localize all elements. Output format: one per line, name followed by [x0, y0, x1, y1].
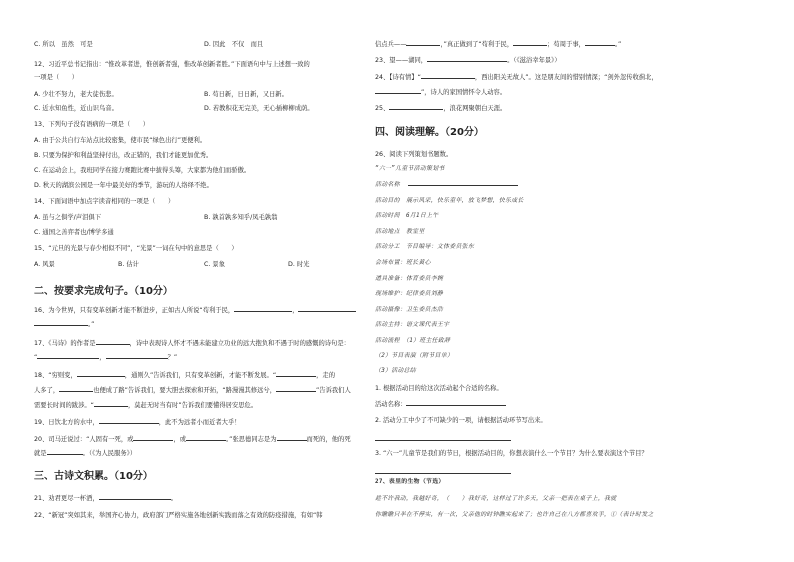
plan-line-name	[375, 183, 518, 189]
plan-line: （3）活动总结	[375, 368, 416, 374]
q24-text-2: ，西出阳关无故人”。这是朋友间的惜别情深；“剑外忽传收蓟北，	[474, 74, 658, 81]
q22-cont-text-2: ，”真正做到了“苟利于民，	[440, 41, 514, 48]
plan-line: 活动地点 教室里	[375, 229, 425, 235]
q11-option-d: D. 因此 不仅 而且	[204, 41, 264, 48]
activity-name-blank[interactable]	[406, 405, 506, 406]
q16-blank-1[interactable]	[234, 311, 292, 312]
plan-line: （2）节目表演（附节目单）	[375, 353, 454, 359]
plan-line: 活动主持：语文课代表王宇	[375, 322, 450, 328]
plan-name-label: 活动名称	[375, 182, 400, 188]
q22-stem: 22、“新冠”突如其来，举国齐心协力，政府部门严格实施各地创新实践而落之有效的防疫措施，有如“韩	[34, 512, 323, 519]
q25-text: 25、	[375, 105, 390, 112]
q24-blank-1[interactable]	[421, 78, 475, 79]
q12-option-a: A. 少壮不努力，老大徒伤悲。	[34, 91, 118, 98]
plan-line: 现场维护：纪律委员刘静	[375, 291, 444, 297]
q20-text-1: 20、司马迁说过：“人固有一死，或	[34, 436, 134, 443]
q14-stem: 14、下面词语中加点字读音相同的一项是（ ）	[34, 198, 175, 205]
q14-option-c: C. 通国之善弈者也/博学多通	[34, 229, 114, 236]
q18-text-2: ，通则久”告诉我们，只有变革创新，才能不断发展。“	[124, 372, 277, 379]
q18-text-1: 18、“穷则变，	[34, 372, 77, 379]
q18-line-1	[34, 373, 335, 379]
q13-stem: 13、下列句子没有语病的一项是（ ）	[34, 121, 150, 128]
q18-line-3	[34, 403, 257, 409]
q20-line-2	[34, 451, 136, 457]
q27-text-line-1: 趁不许我动，我越好奇，（ ）我好奇，这样过了许多天，父亲一把表在桌子上，我就	[375, 496, 617, 502]
q25-text-2: ，浪花网聚朝白天涯。	[443, 105, 507, 112]
q22-cont-text-4: 。”	[614, 41, 622, 48]
q18-text-5: 也便成了路”告诉我们，要大胆去探索和开拓，“路漫漫其修远兮，	[93, 387, 277, 394]
q21-stem	[34, 496, 177, 502]
plan-name-blank[interactable]	[408, 185, 518, 186]
activity-name-label: 活动名称：	[375, 401, 407, 408]
q21-blank[interactable]	[99, 499, 171, 500]
plan-line: 道具准备：体育委员李婉	[375, 276, 444, 282]
q24-text-3: ”，诗人的家国情怀令人动容。	[421, 89, 507, 96]
q19-blank[interactable]	[99, 423, 159, 424]
q16-end: 。”	[88, 321, 95, 328]
q21-text: 21、劝君更尽一杯酒，	[34, 495, 99, 502]
plan-line: 活动目的 展示风采，快乐童年，放飞梦想，快乐成长	[375, 198, 524, 204]
q20-text-6: 。（《为人民服务》）	[82, 450, 137, 457]
q17-cont: “ ， ？”	[34, 354, 178, 361]
q17-blank-line-1[interactable]	[37, 358, 99, 359]
q12-option-d: D. 若教积花无完美，无心插柳柳成荫。	[204, 105, 314, 112]
q18-blank-5[interactable]	[94, 406, 128, 407]
q20-blank-1[interactable]	[133, 440, 173, 441]
q18-text-7: 需要长时间的跋涉。“	[34, 402, 94, 409]
q22-blank-2[interactable]	[513, 45, 547, 46]
q26-sub-1: 1. 根据活动目的给这次活动起个合适的名称。	[375, 385, 503, 392]
q22-cont-text-3: ；苟周于事，	[547, 41, 585, 48]
q26-sub-2: 2. 活动分工中少了不可缺少的一项，请根据活动环节写出来。	[375, 417, 547, 424]
q17-blank-author[interactable]	[96, 344, 130, 345]
q27-title: 27、表里的生物（节选）	[375, 479, 445, 485]
plan-line: 会场布置：班长黄心	[375, 260, 431, 266]
q17-text-2: ，诗中表现诗人怀才不遇未能建立功业的远大抱负和不遇于时的感慨的诗句是：	[129, 340, 350, 347]
q26-sub-3-answer-line[interactable]	[375, 473, 511, 474]
q12-option-b: B. 苟日新，日日新，又日新。	[204, 91, 288, 98]
section-4-heading: 四、阅读理解。（20分）	[375, 127, 484, 138]
q22-blank-1[interactable]	[406, 45, 440, 46]
q22-cont	[375, 42, 621, 48]
q15-option-c: C. 景象	[204, 261, 225, 268]
q26-stem: 26、阅读下列策划书题数。	[375, 151, 453, 158]
q13-option-b: B. 只要为保护和利益坚持付出，改正错的，我们才能更加优秀。	[34, 152, 213, 159]
q26-sub-1-answer	[375, 402, 506, 408]
q18-line-2	[34, 388, 351, 394]
q17-stem	[34, 341, 350, 347]
q16-blank-2[interactable]	[298, 311, 356, 312]
q15-stem: 15、“元旦的光景与春少相似不同”，“光景”一词在句中的意思是（ ）	[34, 245, 238, 252]
q24-text-1: 24、【诗有情】“	[375, 74, 421, 81]
plan-line: 活动时间 6月1日上午	[375, 213, 439, 219]
q22-cont-text-1: 信点兵——	[375, 41, 407, 48]
q23-blank[interactable]	[427, 61, 507, 62]
q20-text-2: ，或	[173, 436, 187, 443]
q18-text-3: ，走的	[316, 372, 336, 379]
q18-blank-4[interactable]	[276, 391, 316, 392]
q20-blank-2[interactable]	[186, 440, 226, 441]
q18-text-8: ，莫赶无时当有时”告诉我们要懂得居安思危。	[127, 402, 258, 409]
q16-text: 16、为今世界，只有变革创新才能不断进步，正如古人所说“苟利于民，	[34, 307, 235, 314]
q25-blank[interactable]	[389, 109, 443, 110]
q17-quote-close: ？”	[167, 354, 178, 361]
plan-title: “六一”儿童节活动策划书	[375, 166, 445, 172]
q13-option-a: A. 由于公共自行车站点比较密集，使市民“绿色出行”更便利。	[34, 137, 207, 144]
q18-text-6: ”告诉我们人	[316, 387, 351, 394]
q25-stem	[375, 106, 506, 112]
q20-line-1	[34, 437, 351, 443]
q14-option-b: B. 孰首孰多知乎/凤毛孰翁	[204, 214, 278, 221]
q26-sub-2-answer-line[interactable]	[375, 440, 511, 441]
q11-option-c: C. 所以 虽然 可是	[34, 41, 93, 48]
q24-line-1	[375, 75, 658, 81]
q15-option-b: B. 估计	[118, 261, 139, 268]
q20-text-5: 就是	[34, 450, 47, 457]
q18-blank-2[interactable]	[276, 376, 316, 377]
section-3-heading: 三、古诗文积累。（10分）	[34, 471, 153, 482]
q15-option-a: A. 风景	[34, 261, 55, 268]
q17-quote-open: “	[34, 354, 38, 361]
q19-text-2: ，此不为远者小而近者大乎！	[158, 419, 241, 426]
q23-stem	[375, 58, 561, 64]
plan-line: 活动摄像：卫生委员杰浩	[375, 307, 444, 313]
q20-text-3: 。”张思德同志是为	[226, 436, 277, 443]
q19-stem	[34, 420, 241, 426]
q26-sub-3: 3. “六一”儿童节是我们的节日，根据活动目的，你想表演什么一个节目？为什么要表演这个节目？	[375, 450, 648, 457]
q16-stem	[34, 308, 356, 314]
q21-end: 。	[170, 495, 177, 502]
q18-blank-3[interactable]	[59, 391, 93, 392]
q12-stem-cont: 一项是（ ）	[34, 74, 79, 81]
q12-stem: 12、习近平总书记指出：“惟改革者进，惟创新者强，惟改革创新者胜。”下面语句中与上述想一致的	[34, 61, 310, 68]
q13-option-c: C. 在运动会上，我班同学在接力赛跑比赛中拔得头筹，大家都为他们而骄傲。	[34, 167, 251, 174]
q24-line-2	[375, 90, 506, 96]
q20-text-4: 而死的，他的死	[306, 436, 351, 443]
q18-blank-1[interactable]	[77, 376, 125, 377]
plan-line: 活动分工 节目编导：文体委员张东	[375, 244, 475, 250]
q16-blank-3[interactable]	[34, 325, 88, 326]
q16-comma: ，	[292, 307, 299, 314]
q16-cont	[34, 322, 94, 328]
q20-blank-3[interactable]	[277, 440, 307, 441]
q15-option-d: D. 时光	[288, 261, 310, 268]
q12-option-c: C. 近水知鱼性，近山识鸟音。	[34, 105, 118, 112]
q18-text-4: 人多了，	[34, 387, 60, 394]
q14-option-a: A. 虽与之俱学/声泪俱下	[34, 214, 101, 221]
q23-text: 23、望——湖同，	[375, 57, 428, 64]
q23-text-2: 。（《滋浴幸年景》）	[507, 57, 561, 64]
q19-text: 19、日饮北方的水中，	[34, 419, 99, 426]
q22-blank-3[interactable]	[585, 45, 615, 46]
plan-line: 活动流程 （1）班主任致辞	[375, 338, 451, 344]
q17-text: 17、《马诗》的作者是	[34, 340, 96, 347]
q24-blank-2[interactable]	[375, 93, 421, 94]
section-2-heading: 二、按要求完成句子。（10分）	[34, 286, 173, 297]
q27-text-line-2: 你瞧瞧只半在不停实，有一次，父亲他的时钟瞧实起来了；也许自己在八方都喜欢手，①（表计时发之	[375, 512, 654, 518]
q20-blank-4[interactable]	[47, 454, 83, 455]
q17-blank-line-2[interactable]	[106, 358, 168, 359]
q13-option-d: D. 秋天的湖滨公园是一年中最美好的季节，游玩的人络绎不绝。	[34, 182, 213, 189]
